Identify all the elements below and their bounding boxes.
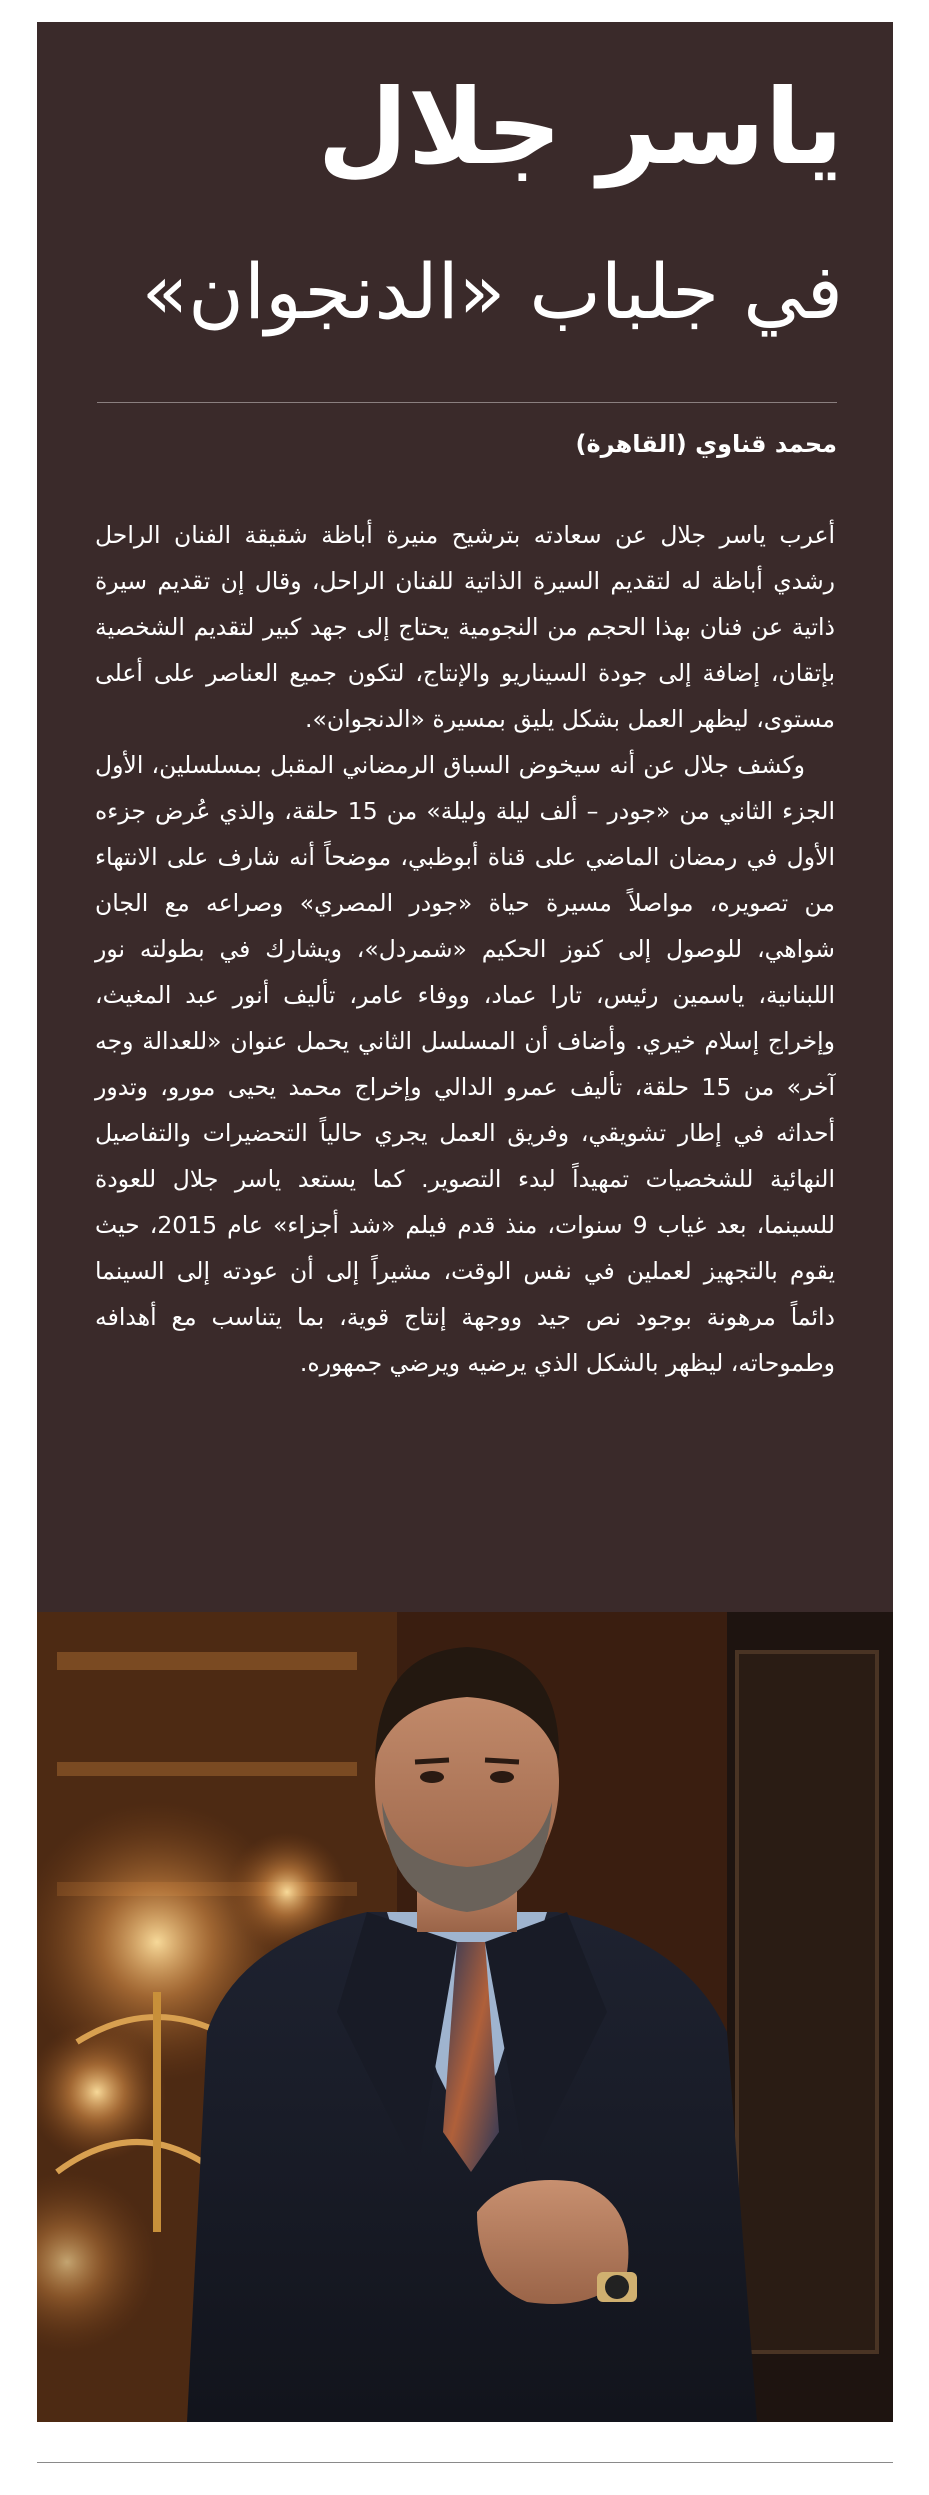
footer-rule — [37, 2462, 893, 2463]
byline: محمد قناوي (القاهرة) — [575, 430, 837, 458]
title-divider — [97, 402, 837, 403]
portrait-photo — [37, 1612, 893, 2422]
man-in-suit-photo — [37, 1612, 893, 2422]
body-paragraph: وكشف جلال عن أنه سيخوض السباق الرمضاني المقبل بمسلسلين، الأول الجزء الثاني من «جودر – ألف ليلة وليلة» من 15 حلقة، والذي عُرض جزءه الأول في رمضان الماضي على قناة أبوظبي، موضحاً أنه شارف على الانتهاء من تصويره، مواصلاً مسيرة حياة «جودر المصري» وصراعه مع الجان شواهي، للوصول إلى كنوز الحكيم «شمردل»، ويشارك في بطولته نور اللبنانية، ياسمين رئيس، تارا عماد، ووفاء عامر، تأليف أنور عبد المغيث، وإخراج إسلام خيري. وأضاف أن المسلسل الثاني يحمل عنوان «للعدالة وجه آخر» من 15 حلقة، تأليف عمرو الدالي وإخراج محمد يحيى مورو، وتدور أحداثه في إطار تشويقي، وفريق العمل يجري حالياً التحضيرات والتفاصيل النهائية للشخصيات تمهيداً لبدء التصوير. كما يستعد ياسر جلال للعودة للسينما، بعد غياب 9 سنوات، منذ قدم فيلم «شد أجزاء» عام 2015، حيث يقوم بالتجهيز لعملين في نفس الوقت، مشيراً إلى أن عودته إلى السينما دائماً مرهونة بوجود نص جيد ووجهة إنتاج قوية، بما يتناسب مع أهدافه وطموحاته، ليظهر بالشكل الذي يرضيه ويرضي جمهوره. — [95, 751, 835, 1377]
article-content — [37, 22, 893, 1612]
body-paragraph: أعرب ياسر جلال عن سعادته بترشيح منيرة أباظة شقيقة الفنان الراحل رشدي أباظة له لتقديم السيرة الذاتية للفنان الراحل، وقال إن تقديم سيرة ذاتية عن فنان بهذا الحجم من النجومية يحتاج إلى جهد كبير لتقديم الشخصية بإتقان، إضافة إلى جودة السيناريو والإنتاج، لتكون جميع العناصر على أعلى مستوى، ليظهر العمل بشكل يليق بمسيرة «الدنجوان». — [95, 521, 835, 733]
article-panel — [37, 22, 893, 2422]
article-body — [95, 512, 835, 1386]
article-subtitle: في جلباب «الدنجوان» — [141, 247, 843, 336]
article-title: ياسر جلال — [317, 66, 843, 188]
